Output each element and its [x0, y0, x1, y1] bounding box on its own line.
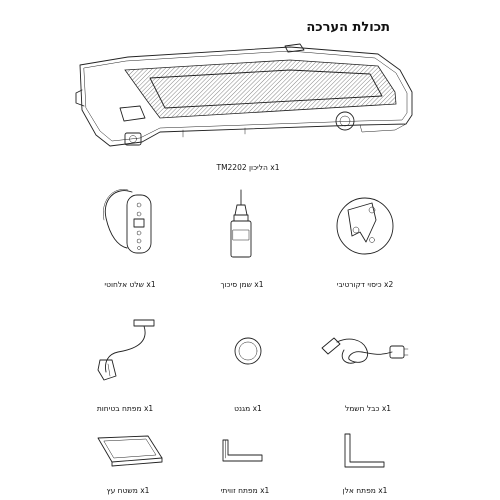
treadmill-icon: [76, 44, 412, 146]
page-title: תכולת הערכה: [306, 20, 390, 35]
safety-key-icon: [98, 320, 154, 380]
treadmill-label: x1 הליכון TM2202: [216, 163, 280, 172]
wooden-pad-icon: [98, 436, 162, 466]
remote-label: x1 שלט אלחוטי: [104, 280, 156, 289]
allen-key-label: x1 מפתח אלן: [342, 486, 388, 495]
magnet-label: x1 מגנט: [234, 404, 262, 413]
caps-label: x2 כיסוי דקורטיבי: [336, 280, 394, 289]
allen-key-icon: [345, 434, 384, 467]
safety-key-label: x1 מפתח בטיחות: [96, 404, 154, 413]
hex-key-label: x1 מפתח זוויתי: [220, 486, 270, 495]
magnet-icon: [235, 338, 261, 364]
remote-control-icon: [103, 189, 151, 253]
hex-key-icon: [223, 440, 262, 461]
power-cable-icon: [322, 338, 408, 363]
cable-label: x1 כבל חשמל: [344, 404, 392, 413]
lubricant-bottle-icon: [231, 190, 251, 257]
decorative-cover-icon: [337, 198, 393, 254]
pad-label: x1 משטח עץ: [106, 486, 150, 495]
oil-label: x1 שמן סיכוך: [220, 280, 264, 289]
